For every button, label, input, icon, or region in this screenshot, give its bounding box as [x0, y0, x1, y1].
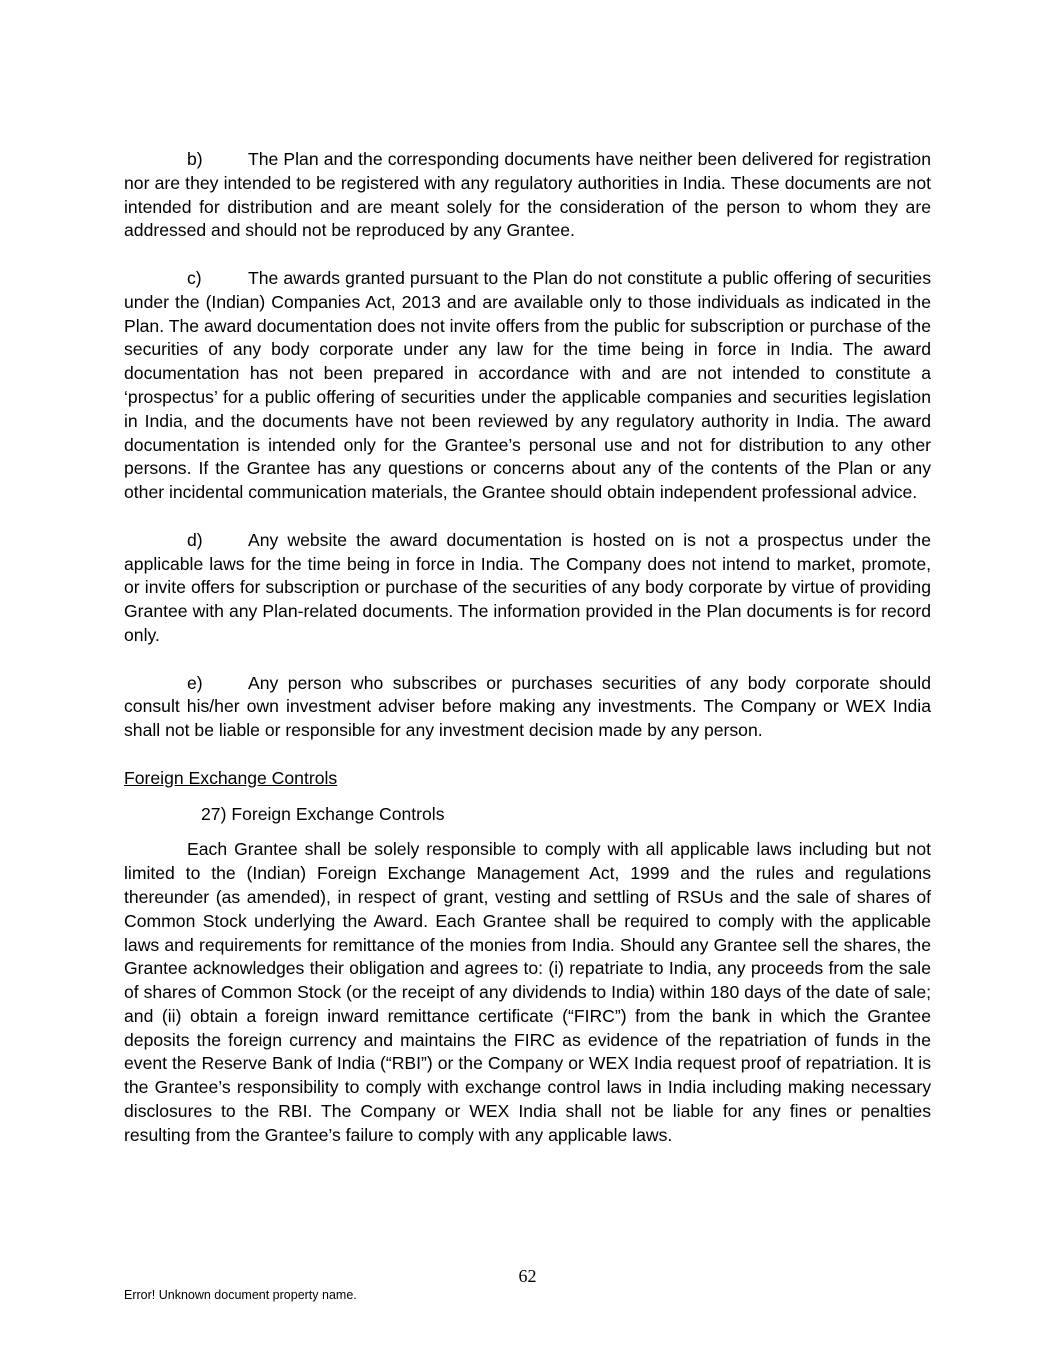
paragraph-c-text: The awards granted pursuant to the Plan do not constitute a public offering of securities under the (Indian) Companies Act, 2013 and are available only to those individuals as indicated in the Plan. The award documentation does not invite offers from the public for subscription or purchase of the securities of any body corporate under any law for the time being in force in India. The award documentation has not been prepared in accordance with and are not intended to constitute a ‘prospectus’ for a public offering of securities under the applicable companies and securities legislation in India, and the documents have not been reviewed by any regulatory authority in India. The award documentation is intended only for the Grantee’s personal use and not for distribution to any other persons. If the Grantee has any questions or concerns about any of the contents of the Plan or any other incidental communication materials, the Grantee should obtain independent professional advice. — [124, 267, 931, 503]
paragraph-d-label: d) — [187, 529, 203, 550]
section-subheading: 27) Foreign Exchange Controls — [201, 803, 445, 824]
paragraph-e — [124, 672, 931, 743]
paragraph-b-label: b) — [187, 149, 203, 169]
paragraph-d-text: Any website the award documentation is hosted on is not a prospectus under the applicable laws for the time being in force in India. The Company does not intend to market, promote, or invite offers for subscription or purchase of the securities of any body corporate by virtue of providing Grantee with any Plan-related documents. The information provided in the Plan documents is for record only. — [124, 529, 931, 645]
footer-text: Error! Unknown document property name. — [124, 1288, 357, 1302]
paragraph-c-label: c) — [187, 267, 202, 288]
section-body: Each Grantee shall be solely responsible to comply with all applicable laws including but not limited to the (Indian) Foreign Exchange Management Act, 1999 and the rules and regulations thereunder (as amended), in respect of grant, vesting and settling of RSUs and the sale of shares of Common Stock underlying the Award. Each Grantee shall be required to comply with the applicable laws and requirements for remittance of the monies from India. Should any Grantee sell the shares, the Grantee acknowledges their obligation and agrees to: (i) repatriate to India, any proceeds from the sale of shares of Common Stock (or the receipt of any dividends to India) within 180 days of the date of sale; and (ii) obtain a foreign inward remittance certificate (“FIRC”) from the bank in which the Grantee deposits the foreign currency and maintains the FIRC as evidence of the repatriation of funds in the event the Reserve Bank of India (“RBI”) or the Company or WEX India request proof of repatriation. It is the Grantee’s responsibility to comply with exchange control laws in India including making necessary disclosures to the RBI. The Company or WEX India shall not be liable for any fines or penalties resulting from the Grantee’s failure to comply with any applicable laws. — [124, 839, 931, 1145]
paragraph-e-text: Any person who subscribes or purchases securities of any body corporate should consult his/her own investment adviser before making any investments. The Company or WEX India shall not be liable or responsible for any investment decision made by any person. — [124, 672, 931, 741]
paragraph-d — [124, 529, 931, 648]
paragraph-c — [124, 267, 931, 505]
page-number: 62 — [518, 1266, 537, 1286]
paragraph-b — [124, 148, 931, 243]
section-heading: Foreign Exchange Controls — [124, 767, 338, 788]
paragraph-e-label: e) — [187, 672, 203, 693]
paragraph-b-text: The Plan and the corresponding documents have neither been delivered for registration nor are they intended to be registered with any regulatory authorities in India. These documents are not intended for distribution and are meant solely for the consideration of the person to whom they are addressed and should not be reproduced by any Grantee. — [124, 149, 931, 241]
document-page — [124, 148, 931, 1171]
